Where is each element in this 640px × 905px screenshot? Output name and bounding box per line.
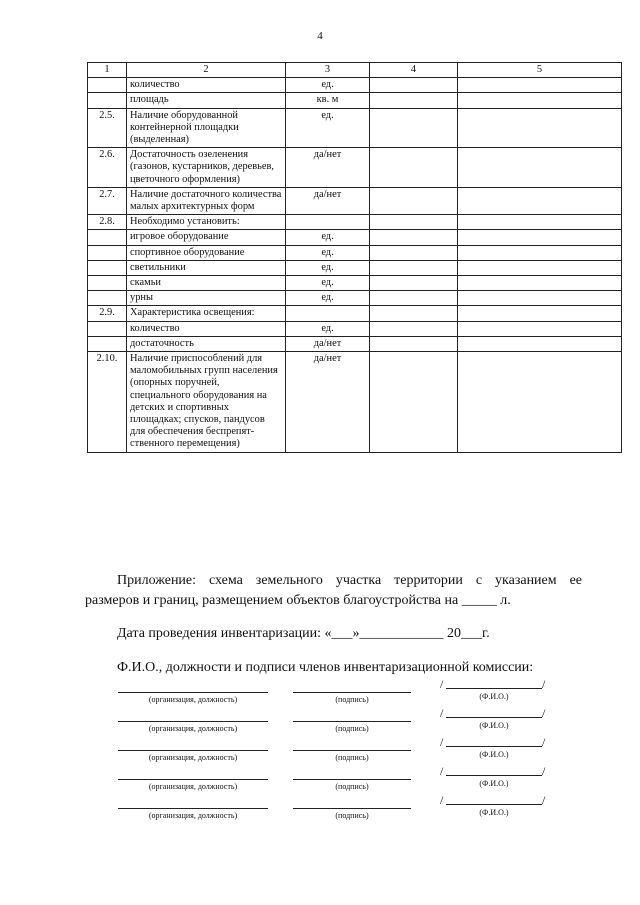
row-unit: да/нет [286,148,370,188]
row-value-col-4 [370,321,458,336]
row-value-col-4 [370,260,458,275]
fio-slash-left: / [440,706,444,720]
row-description: спортивное оборудование [127,245,286,260]
table-row [88,215,622,230]
signature-caption: (подпись) [335,782,369,791]
row-description: площадь [127,93,286,108]
row-value-col-4 [370,93,458,108]
row-value-col-5 [458,321,622,336]
row-number [88,245,127,260]
row-description: урны [127,291,286,306]
inventory-date-line: Дата проведения инвентаризации: «___»____________ 20___г. [117,626,490,641]
appendix-line-2: размеров и границ, размещением объектов благоустройства на _____ л. [85,593,511,608]
row-value-col-5 [458,93,622,108]
org-position-caption: (организация, должность) [148,782,238,791]
row-unit: да/нет [286,352,370,453]
commission-heading: Ф.И.О., должности и подписи членов инвентаризационной комиссии: [117,660,534,675]
org-position-caption: (организация, должность) [148,811,238,820]
signature-line [293,808,411,809]
org-position-line [118,692,268,693]
row-number: 2.6. [88,148,127,188]
fio-line [446,717,542,718]
row-value-col-5 [458,276,622,291]
page-number: 4 [317,30,323,42]
row-value-col-4 [370,108,458,148]
row-number [88,321,127,336]
row-value-col-5 [458,148,622,188]
row-description: достаточность [127,336,286,351]
table-row [88,291,622,306]
row-description: Наличие приспособлений для маломобильных групп населения (опорных поручней, специального оборудования на детских и спортивных площадках; спусков, пандусов для обеспечения беспрепят-ственного перемещения) [127,352,286,453]
signature-caption: (подпись) [335,695,369,704]
table-row [88,336,622,351]
fio-line [446,746,542,747]
header-col-5: 5 [458,63,622,78]
row-value-col-4 [370,230,458,245]
fio-slash-right: / [542,735,546,749]
table-row [88,108,622,148]
row-value-col-5 [458,78,622,93]
row-value-col-4 [370,306,458,321]
org-position-line [118,721,268,722]
row-number: 2.9. [88,306,127,321]
signature-row [0,677,640,709]
table-row [88,93,622,108]
header-col-3: 3 [286,63,370,78]
row-number [88,336,127,351]
row-value-col-5 [458,352,622,453]
header-col-4: 4 [370,63,458,78]
row-description: Достаточность озеленения (газонов, кустарников, деревьев, цветочного оформления) [127,148,286,188]
table-row [88,306,622,321]
table-row [88,260,622,275]
fio-slash-right: / [542,677,546,691]
signature-line [293,721,411,722]
row-value-col-4 [370,291,458,306]
signature-row [0,764,640,796]
row-number: 2.5. [88,108,127,148]
row-value-col-4 [370,336,458,351]
appendix-line-1: Приложение: схема земельного участка территории с указанием ее [117,573,582,588]
fio-slash-right: / [542,706,546,720]
signature-caption: (подпись) [335,811,369,820]
row-value-col-5 [458,306,622,321]
row-unit: ед. [286,260,370,275]
row-number [88,291,127,306]
signature-row [0,735,640,767]
fio-slash-right: / [542,793,546,807]
fio-line [446,688,542,689]
table-row [88,276,622,291]
row-number: 2.10. [88,352,127,453]
row-description: количество [127,78,286,93]
row-description: Характеристика освещения: [127,306,286,321]
row-value-col-4 [370,148,458,188]
table-header-row [88,63,622,78]
signature-line [293,779,411,780]
signature-caption: (подпись) [335,753,369,762]
fio-line [446,775,542,776]
inventory-table [87,62,622,453]
org-position-caption: (организация, должность) [148,724,238,733]
fio-caption: (Ф.И.О.) [479,779,509,788]
row-value-col-5 [458,230,622,245]
row-unit [286,215,370,230]
row-unit: ед. [286,245,370,260]
row-number [88,78,127,93]
table-row [88,148,622,188]
row-value-col-4 [370,215,458,230]
org-position-caption: (организация, должность) [148,753,238,762]
row-unit: ед. [286,108,370,148]
row-value-col-4 [370,78,458,93]
row-description: скамьи [127,276,286,291]
fio-caption: (Ф.И.О.) [479,808,509,817]
row-value-col-4 [370,276,458,291]
row-value-col-5 [458,336,622,351]
row-number: 2.8. [88,215,127,230]
signature-line [293,692,411,693]
row-value-col-5 [458,215,622,230]
signature-row [0,706,640,738]
appendix-paragraph [85,571,582,611]
fio-line [446,804,542,805]
row-value-col-5 [458,245,622,260]
row-unit: кв. м [286,93,370,108]
table-row [88,78,622,93]
table-row [88,187,622,214]
row-value-col-4 [370,187,458,214]
signature-caption: (подпись) [335,724,369,733]
signature-row [0,793,640,825]
fio-caption: (Ф.И.О.) [479,721,509,730]
row-number [88,276,127,291]
table-row [88,352,622,453]
table-row [88,230,622,245]
org-position-line [118,808,268,809]
fio-slash-left: / [440,793,444,807]
row-value-col-4 [370,352,458,453]
fio-slash-right: / [542,764,546,778]
org-position-line [118,750,268,751]
row-description: игровое оборудование [127,230,286,245]
row-number [88,230,127,245]
row-unit: да/нет [286,336,370,351]
row-unit [286,306,370,321]
row-description: Наличие оборудованной контейнерной площадки (выделенная) [127,108,286,148]
row-value-col-5 [458,291,622,306]
header-col-1: 1 [88,63,127,78]
row-value-col-5 [458,260,622,275]
row-value-col-5 [458,108,622,148]
row-number: 2.7. [88,187,127,214]
fio-slash-left: / [440,677,444,691]
row-unit: ед. [286,291,370,306]
row-unit: ед. [286,230,370,245]
fio-slash-left: / [440,735,444,749]
row-description: Необходимо установить: [127,215,286,230]
row-unit: ед. [286,78,370,93]
header-col-2: 2 [127,63,286,78]
org-position-caption: (организация, должность) [148,695,238,704]
signature-line [293,750,411,751]
row-number [88,93,127,108]
fio-caption: (Ф.И.О.) [479,692,509,701]
row-value-col-4 [370,245,458,260]
row-unit: ед. [286,321,370,336]
row-description: светильники [127,260,286,275]
org-position-line [118,779,268,780]
row-description: Наличие достаточного количества малых архитектурных форм [127,187,286,214]
table-row [88,245,622,260]
row-unit: ед. [286,276,370,291]
fio-caption: (Ф.И.О.) [479,750,509,759]
table-row [88,321,622,336]
row-number [88,260,127,275]
row-unit: да/нет [286,187,370,214]
row-value-col-5 [458,187,622,214]
fio-slash-left: / [440,764,444,778]
row-description: количество [127,321,286,336]
